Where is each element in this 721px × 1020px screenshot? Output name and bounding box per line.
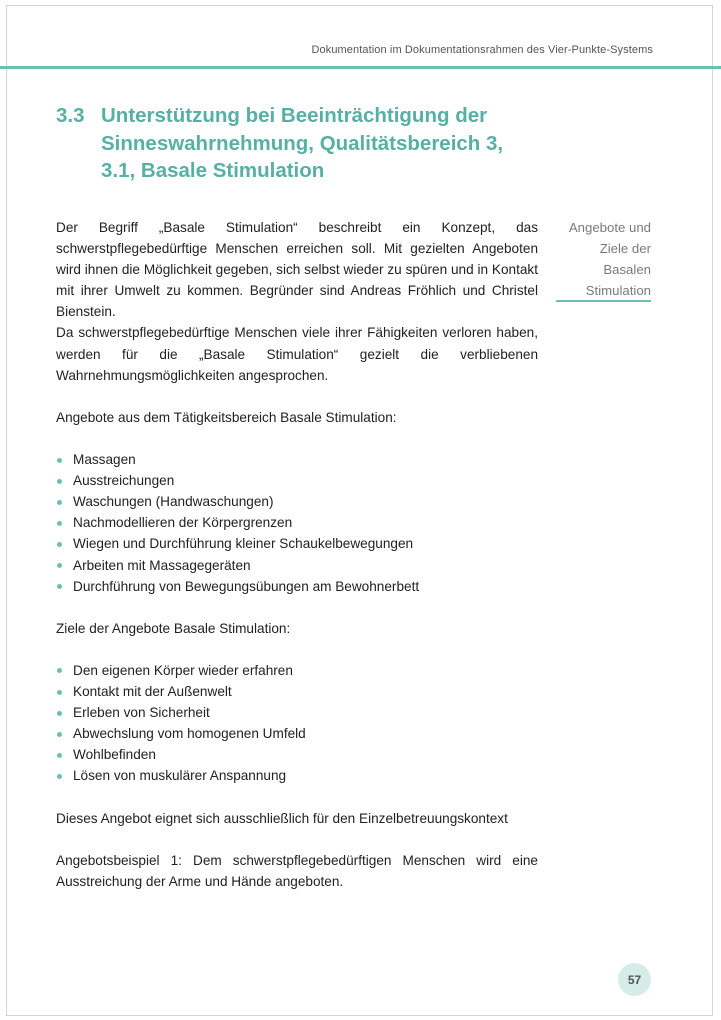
list-item: Wohlbefinden [56, 744, 538, 765]
single-context-note: Dieses Angebot eignet sich ausschließlich für den Einzelbetreuungskontext [56, 810, 508, 826]
offers-list [56, 449, 538, 597]
goals-list [56, 660, 538, 787]
margin-note-rule [556, 300, 651, 302]
list-item: Arbeiten mit Massagegeräten [56, 555, 538, 576]
intro-paragraph-1: Der Begriff „Basale Stimulation“ beschreibt ein Konzept, das schwerstpflegebedürftige Menschen erreichen soll. Mit gezielten Angeboten wird ihnen die Möglichkeit gegeben, sich selbst wieder zu spüren und in Kontakt mit ihrer Umwelt zu kommen. Begründer sind Andreas Fröhlich und Christel Bienstein. [56, 220, 538, 320]
margin-note [556, 217, 651, 301]
margin-note-text: Angebote und Ziele der Basalen Stimulation [568, 220, 651, 299]
list-item: Waschungen (Handwaschungen) [56, 491, 538, 512]
offer-example: Angebotsbeispiel 1: Dem schwerstpflegebedürftigen Menschen wird eine Ausstreichung der Arme und Hände angeboten. [56, 852, 538, 889]
list-item: Wiegen und Durchführung kleiner Schaukelbewegungen [56, 533, 538, 554]
page-number-badge [618, 963, 651, 996]
list-item: Durchführung von Bewegungsübungen am Bewohnerbett [56, 576, 538, 597]
body-text [56, 217, 538, 892]
list-item: Abwechslung vom homogenen Umfeld [56, 723, 538, 744]
running-header: Dokumentation im Dokumentationsrahmen des Vier-Punkte-Systems [311, 44, 653, 56]
chapter-heading [56, 102, 536, 185]
list-item: Erleben von Sicherheit [56, 702, 538, 723]
page-number: 57 [627, 972, 642, 987]
list-item: Massagen [56, 449, 538, 470]
list-item: Den eigenen Körper wieder erfahren [56, 660, 538, 681]
chapter-number: 3.3 [56, 104, 85, 127]
intro-paragraph-2: Da schwerstpflegebedürftige Menschen viele ihrer Fähigkeiten verloren haben, werden für die „Basale Stimulation“ gezielt die verbliebenen Wahrnehmungsmöglichkeiten angesprochen. [56, 325, 538, 383]
list-item: Lösen von muskulärer Anspannung [56, 765, 538, 786]
chapter-title: Unterstützung bei Beeinträchtigung der Sinneswahrnehmung, Qualitätsbereich 3, 3.1, Basale Stimulation [101, 104, 504, 182]
offers-heading: Angebote aus dem Tätigkeitsbereich Basale Stimulation: [56, 409, 397, 425]
goals-heading: Ziele der Angebote Basale Stimulation: [56, 620, 291, 636]
list-item: Nachmodellieren der Körpergrenzen [56, 512, 538, 533]
list-item: Ausstreichungen [56, 470, 538, 491]
list-item: Kontakt mit der Außenwelt [56, 681, 538, 702]
header-rule [0, 66, 721, 69]
